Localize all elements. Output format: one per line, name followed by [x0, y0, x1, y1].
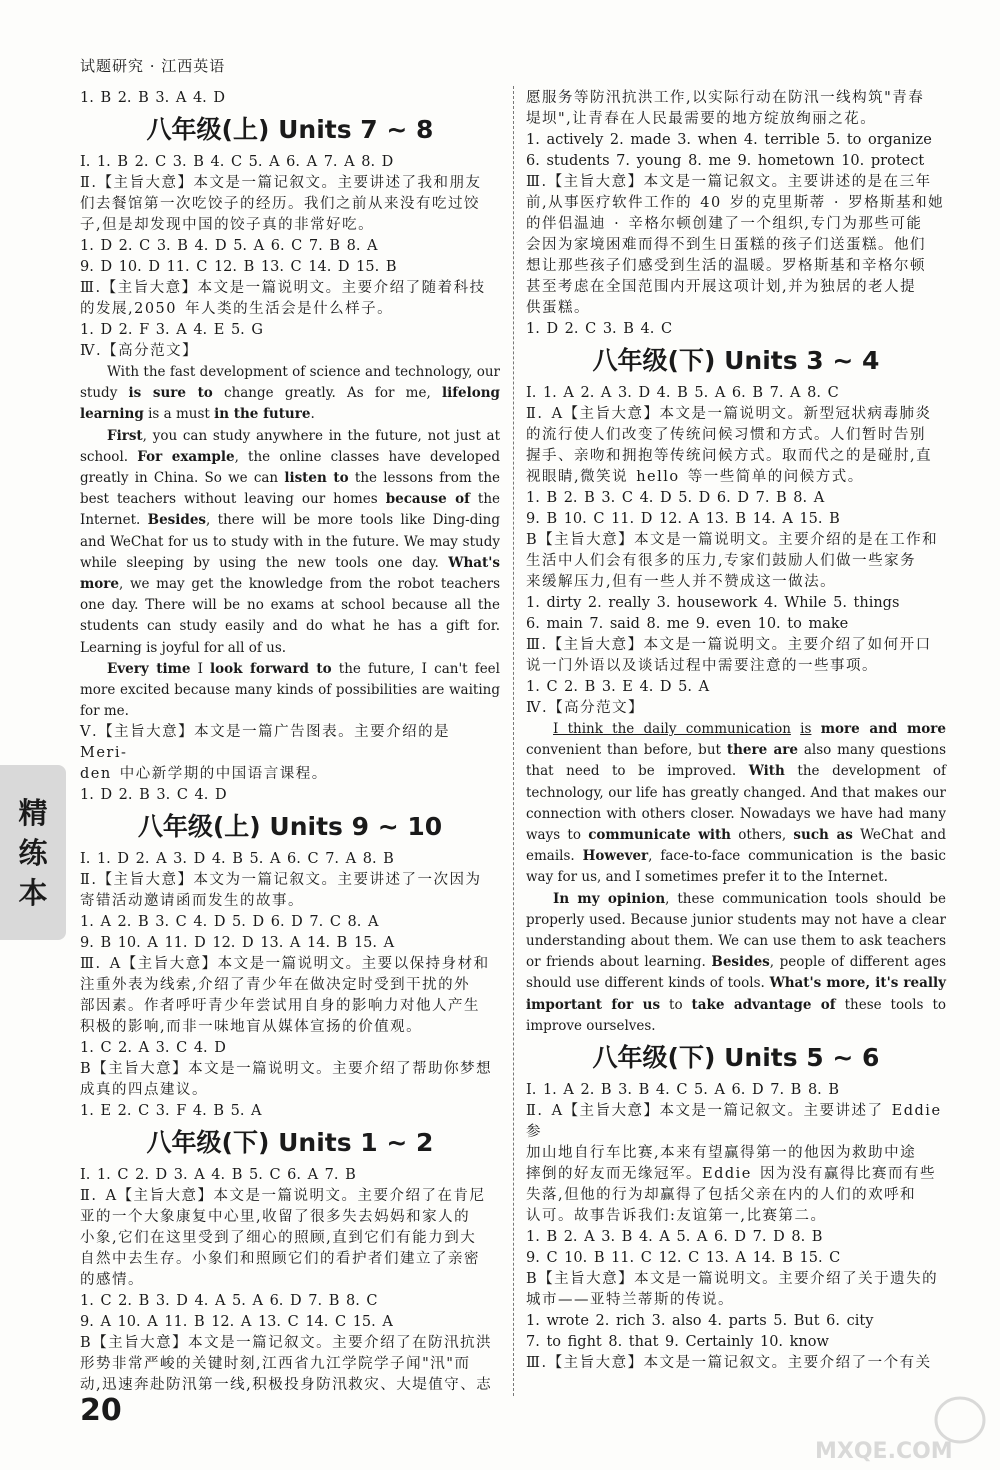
essay-paragraph — [526, 719, 946, 889]
left-column — [80, 88, 500, 1396]
highlighted-phrase: What's more, it's really important for us — [526, 975, 946, 1013]
summary-line: 的发展,2050 年人类的生活会是什么样子。 — [80, 301, 394, 317]
highlighted-phrase: For example — [137, 448, 235, 465]
essay-text: WeChat and emails. — [526, 827, 946, 865]
summary-line: 子,但是却发现中国的饺子真的非常好吃。 — [80, 217, 375, 233]
summary-line: B【主旨大意】本文是一篇说明文。主要介绍了帮助你梦想 — [80, 1061, 493, 1078]
watermark-text: MXQE.COM — [815, 1439, 953, 1464]
essay-paragraph — [526, 889, 946, 1037]
summary-line: 说一门外语以及谈话过程中需要注意的一些事项。 — [526, 658, 878, 674]
summary-line: 认可。故事告诉我们:友谊第一,比赛第二。 — [526, 1208, 827, 1225]
highlighted-phrase: lifelong learning — [80, 385, 500, 423]
answer-line: 1. B 2. B 3. A 4. D — [80, 90, 226, 106]
essay-text: also many questions that need to be improved. — [526, 742, 946, 780]
running-header: 试题研究 · 江西英语 — [80, 57, 226, 75]
essay-text: , people of different ages should use different kinds of tools. — [526, 954, 947, 992]
summary-line: B【主旨大意】本文是一篇记叙文。主要介绍了在防汛抗洪 — [80, 1335, 493, 1352]
summary-line: 握手、亲吻和拥抱等传统问候方式。取而代之的是碰肘,直 — [526, 448, 933, 464]
essay-text: , face-to-face communication is the basic way for us, and I sometimes prefer it to the Internet. — [526, 848, 946, 886]
essay-text: . — [310, 406, 315, 423]
essay-text — [811, 721, 820, 737]
summary-line: Ⅲ.【主旨大意】本文是一篇说明文。主要介绍了随着科技 — [80, 280, 486, 296]
essay-paragraph — [80, 426, 500, 659]
summary-line: 生活中人们会有很多的压力,专家们鼓励人们做一些家务 — [526, 553, 917, 569]
summary-line: den 中心新学期的中国语言课程。 — [80, 766, 328, 783]
watermark-logo — [810, 1390, 990, 1465]
summary-line: 前,从事医疗软件工作的 40 岁的克里斯蒂 · 罗格斯基和她 — [526, 195, 945, 211]
answer-line: 1. D 2. C 3. B 4. C — [526, 321, 673, 337]
right-column — [526, 88, 946, 1374]
summary-line: Ⅱ. A【主旨大意】本文是一篇记叙文。主要讲述了 Eddie 参 — [526, 1103, 942, 1141]
essay-text: With the fast development of science and technology, our study — [80, 364, 500, 402]
essay-paragraph — [80, 659, 500, 723]
essay-text: , you can study anywhere in the future, not just at school. — [80, 427, 500, 465]
answer-line: 1. E 2. C 3. F 4. B 5. A — [80, 1103, 262, 1120]
answer-line: Ⅰ. 1. B 2. C 3. B 4. C 5. A 6. A 7. A 8. D — [80, 154, 394, 170]
summary-line: B【主旨大意】本文是一篇说明文。主要介绍的是在工作和 — [526, 532, 939, 548]
answer-line: 6. main 7. said 8. me 9. even 10. to make — [526, 616, 849, 632]
highlighted-phrase: However — [582, 848, 649, 865]
answer-line: 1. D 2. F 3. A 4. E 5. G — [80, 322, 263, 338]
side-tab — [0, 765, 66, 940]
highlighted-phrase: What's more — [80, 554, 500, 593]
answer-line: 7. to fight 8. that 9. Certainly 10. know — [526, 1334, 829, 1351]
summary-line: 们去餐馆第一次吃饺子的经历。我们之前从来没有吃过饺 — [80, 196, 480, 212]
highlighted-phrase: is sure to — [128, 385, 213, 402]
summary-line: Ⅲ.【主旨大意】本文是一篇说明文。主要介绍了如何开口 — [526, 637, 932, 653]
essay-text: , these communication tools should be properly used. Because junior students may not have a clear understanding about them. We can use them to ask teachers or friends about learning. — [526, 890, 946, 971]
side-tab-char: 练 — [18, 835, 48, 870]
highlighted-phrase: With — [748, 763, 785, 780]
summary-line: 注重外表为线索,介绍了青少年在做决定时受到干扰的外 — [80, 977, 471, 994]
summary-line: 视眼睛,微笑说 hello 等一些简单的问候方式。 — [526, 469, 864, 485]
essay-text: change greatly. As for me, — [212, 385, 442, 402]
section-heading: 八年级(上) Units 7 ~ 8 — [146, 115, 434, 144]
summary-line: 城市——亚特兰蒂斯的传说。 — [526, 1292, 734, 1309]
highlighted-phrase: communicate with — [588, 827, 731, 844]
answer-line: 1. C 2. A 3. C 4. D — [80, 1040, 226, 1057]
summary-line: 甚至考虑在全国范围内开展这项计划,并为独居的老人提 — [526, 279, 917, 295]
summary-line: Ⅱ.【主旨大意】本文是一篇记叙文。主要讲述了我和朋友 — [80, 175, 482, 191]
answer-line: Ⅰ. 1. C 2. D 3. A 4. B 5. C 6. A 7. B — [80, 1167, 356, 1184]
summary-line: 加山地自行车比赛,本来有望赢得第一的他因为救助中途 — [526, 1145, 917, 1162]
answer-line: 1. dirty 2. really 3. housework 4. While 5. things — [526, 595, 900, 611]
summary-line: 来缓解压力,但有一些人并不赞成这一做法。 — [526, 574, 837, 590]
summary-line: Ⅲ.【主旨大意】本文是一篇记叙文。主要讲述的是在三年 — [526, 174, 932, 190]
answer-line: 6. students 7. young 8. me 9. hometown 10. protect — [526, 153, 925, 169]
essay-text: the future, I can't feel more excited because many kinds of possibilities are waiting for me. — [80, 660, 500, 720]
summary-line: 部因素。作者呼吁青少年尝试用自身的影响力对他人产生 — [80, 998, 480, 1015]
highlighted-phrase: In my opinion — [553, 890, 666, 907]
section-heading: 八年级(下) Units 3 ~ 4 — [592, 346, 880, 375]
summary-line: 小象,它们在这里受到了细心的照顾,直到它们有能力到大 — [80, 1230, 477, 1247]
summary-line: 供蛋糕。 — [526, 300, 590, 316]
page-number: 20 — [80, 1393, 122, 1428]
summary-line: 的伴侣温迪 · 辛格尔顿创建了一个组织,专门为那些可能 — [526, 216, 923, 232]
essay-text: , the online classes have developed greatly in China. So we can — [80, 448, 500, 487]
essay-text: others, — [731, 827, 794, 844]
answer-line: 9. B 10. A 11. D 12. D 13. A 14. B 15. A — [80, 935, 395, 952]
highlighted-phrase: First — [107, 427, 143, 444]
answer-line: 1. D 2. B 3. C 4. D — [80, 787, 227, 804]
answer-line: 1. actively 2. made 3. when 4. terrible 5. to organize — [526, 132, 932, 148]
essay-text: the Internet. — [80, 491, 501, 529]
side-tab-char: 本 — [18, 875, 48, 910]
answer-line: 1. B 2. B 3. C 4. D 5. D 6. D 7. B 8. A — [526, 490, 825, 506]
summary-line: 堤坝",让青春在人民最需要的地方绽放绚丽之花。 — [526, 111, 877, 127]
answer-line: 1. D 2. C 3. B 4. D 5. A 6. C 7. B 8. A — [80, 238, 378, 254]
summary-line: Ⅱ.【主旨大意】本文为一篇记叙文。主要讲述了一次因为 — [80, 872, 482, 889]
essay-text: , there will be more tools like Ding-ding and WeChat for us to study with in the future. We may study while sleeping by using the new tools one day. — [80, 512, 500, 571]
essay-paragraph — [80, 362, 500, 426]
summary-line: Ⅳ.【高分范文】 — [526, 700, 645, 716]
answer-line: Ⅰ. 1. D 2. A 3. D 4. B 5. A 6. C 7. A 8. B — [80, 851, 394, 868]
highlighted-phrase: listen to — [284, 470, 349, 487]
side-tab-char: 精 — [18, 795, 48, 830]
answer-line: Ⅰ. 1. A 2. A 3. D 4. B 5. A 6. B 7. A 8. C — [526, 385, 839, 401]
essay-text — [791, 721, 800, 737]
highlighted-phrase: such as — [793, 827, 853, 844]
highlighted-phrase: look forward to — [210, 660, 332, 677]
summary-line: 亚的一个大象康复中心里,收留了很多失去妈妈和家人的 — [80, 1209, 471, 1226]
essay-text: is a must — [143, 406, 215, 423]
summary-line: 动,迅速奔赴防汛第一线,积极投身防汛救灾、大堤值守、志 — [80, 1377, 493, 1394]
answer-line: 9. A 10. A 11. B 12. A 13. C 14. C 15. A — [80, 1314, 393, 1331]
summary-line: 愿服务等防汛抗洪工作,以实际行动在防汛一线构筑"青春 — [526, 90, 925, 106]
highlighted-phrase: because of — [385, 491, 470, 508]
summary-line: 成真的四点建议。 — [80, 1082, 208, 1099]
summary-line: Ⅱ. A【主旨大意】本文是一篇说明文。主要介绍了在肯尼 — [80, 1188, 486, 1205]
highlighted-phrase: there are — [726, 742, 798, 759]
highlighted-phrase: more and more — [820, 721, 946, 737]
answer-line: 1. A 2. B 3. C 4. D 5. D 6. D 7. C 8. A — [80, 914, 379, 931]
summary-line: Ⅱ. A【主旨大意】本文是一篇说明文。新型冠状病毒肺炎 — [526, 406, 932, 422]
essay-text: to — [660, 996, 692, 1013]
essay-text: is — [800, 721, 812, 737]
summary-line: 积极的影响,而非一味地盲从媒体宣扬的价值观。 — [80, 1019, 423, 1036]
essay-text: the lessons from the best teachers without leaving our homes — [80, 470, 500, 508]
highlighted-phrase: take advantage of — [691, 996, 836, 1013]
highlighted-phrase: Every time — [107, 660, 191, 677]
answer-line: 9. D 10. D 11. C 12. B 13. C 14. D 15. B — [80, 259, 397, 275]
section-heading: 八年级(下) Units 5 ~ 6 — [592, 1043, 880, 1073]
essay-text: I think the daily communication — [553, 721, 791, 737]
summary-line: 自然中去生存。小象们和照顾它们的看护者们建立了亲密 — [80, 1251, 480, 1268]
summary-line: 寄错活动邀请函而发生的故事。 — [80, 893, 304, 910]
summary-line: 想让那些孩子们感受到生活的温暖。罗格斯基和辛格尔顿 — [526, 258, 926, 274]
summary-line: 的流行使人们改变了传统问候习惯和方式。人们暂时告别 — [526, 427, 926, 443]
summary-line: B【主旨大意】本文是一篇说明文。主要介绍了关于遗失的 — [526, 1271, 939, 1288]
summary-line: 失落,但他的行为却赢得了包括父亲在内的人们的欢呼和 — [526, 1187, 917, 1204]
highlighted-phrase: Besides — [711, 954, 770, 971]
highlighted-phrase: Besides — [147, 512, 207, 529]
section-heading: 八年级(下) Units 1 ~ 2 — [146, 1128, 434, 1158]
answer-line: Ⅰ. 1. A 2. B 3. B 4. C 5. A 6. D 7. B 8. B — [526, 1082, 840, 1099]
answer-line: 1. wrote 2. rich 3. also 4. parts 5. But 6. city — [526, 1313, 874, 1330]
column-divider — [513, 86, 514, 1396]
summary-line: Ⅲ.【主旨大意】本文是一篇记叙文。主要介绍了一个有关 — [526, 1355, 932, 1372]
summary-line: 的感情。 — [80, 1272, 144, 1289]
answer-line: 1. C 2. B 3. D 4. A 5. A 6. D 7. B 8. C — [80, 1293, 378, 1310]
essay-text: the development of technology, our life has greatly changed. And that makes our connection with others closer. Nowadays we have had many ways to — [526, 763, 946, 844]
essay-text: , we may get the knowledge from the robot teachers one day. There will be no exams at school because all the students can study easily and do what he has a gift for. Learning is joyful for all of us. — [80, 576, 500, 656]
essay-text: I — [190, 660, 211, 677]
summary-line: Ⅴ.【主旨大意】本文是一篇广告图表。主要介绍的是 Meri- — [80, 724, 451, 762]
section-heading: 八年级(上) Units 9 ~ 10 — [137, 812, 443, 842]
answer-line: 1. C 2. B 3. E 4. D 5. A — [526, 679, 710, 695]
summary-line: Ⅲ. A【主旨大意】本文是一篇说明文。主要以保持身材和 — [80, 956, 490, 973]
summary-line: 会因为家境困难而得不到生日蛋糕的孩子们送蛋糕。他们 — [526, 237, 926, 253]
summary-line: 摔倒的好友而无缘冠军。Eddie 因为没有赢得比赛而有些 — [526, 1166, 936, 1183]
answer-line: 9. B 10. C 11. D 12. A 13. B 14. A 15. B — [526, 511, 840, 527]
summary-line: Ⅳ.【高分范文】 — [80, 343, 199, 359]
answer-line: 9. C 10. B 11. C 12. C 13. A 14. B 15. C — [526, 1250, 841, 1267]
essay-text: convenient than before, but — [526, 742, 727, 759]
answer-line: 1. B 2. A 3. B 4. A 5. A 6. D 7. D 8. B — [526, 1229, 823, 1246]
summary-line: 形势非常严峻的关键时刻,江西省九江学院学子闻"汛"而 — [80, 1356, 471, 1373]
highlighted-phrase: in the future — [214, 406, 311, 423]
essay-text: these tools to improve ourselves. — [526, 996, 946, 1034]
